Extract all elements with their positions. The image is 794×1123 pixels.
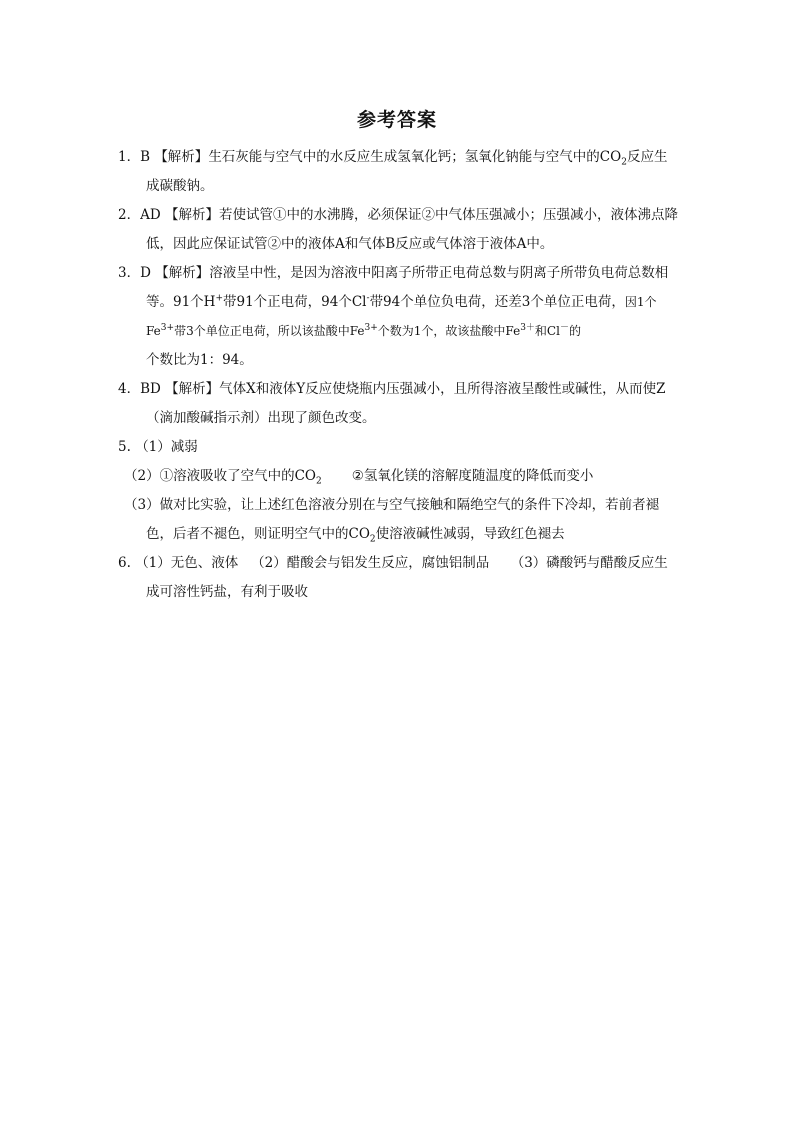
subscript: 2 xyxy=(369,534,376,545)
analysis-tag: 【解析】 xyxy=(155,265,210,281)
answer-text: 气体X和液体Y反应使烧瓶内压强减小，且所得溶液呈酸性或碱性，从而使Z（滴加酸碱指示剂）出现了颜色改变。 xyxy=(146,381,666,426)
analysis-tag: 【解析】 xyxy=(165,381,220,397)
answer-text: 的 xyxy=(568,324,581,338)
answer-text: 若使试管①中的水沸腾，必须保证②中气体压强减小；压强减小，液体沸点降低，因此应保证试管②中的液体A和气体B反应或气体溶于液体A中。 xyxy=(146,207,678,252)
page-title: 参考答案 xyxy=(356,109,437,131)
superscript: + xyxy=(215,293,223,304)
answer-label: 5. xyxy=(118,439,131,455)
answer-text: 使溶液碱性减弱，导致红色褪去 xyxy=(375,526,565,542)
answer-text: 个数比为1：94。 xyxy=(146,352,253,368)
answer-text-tail: 反应生成碳酸钠。 xyxy=(146,149,668,194)
subscript: 2 xyxy=(621,157,627,168)
answer-part-2 xyxy=(118,462,680,491)
answer-list xyxy=(118,143,680,607)
superscript: － xyxy=(559,323,569,333)
answer-text: （2）①溶液吸收了空气中的CO xyxy=(124,468,316,484)
answer-text: 个数为1个，故该盐酸中Fe xyxy=(377,324,521,338)
answer-text: （3）做对比实验，让上述红色溶液分别在与空气接触和隔绝空气的条件下冷却，若前者褪色，后者不褪色，则证明空气中的CO xyxy=(124,497,660,542)
answer-text: 带3个单位正电荷，所以该盐酸中Fe xyxy=(174,324,365,338)
answer-item-1 xyxy=(118,143,680,201)
answer-text: 因1个Fe xyxy=(146,295,657,338)
subscript: 2 xyxy=(316,476,322,487)
answer-item-5-line1 xyxy=(118,433,680,462)
answer-part-3 xyxy=(118,491,680,549)
superscript: 3+ xyxy=(364,323,378,333)
answer-text: 生石灰能与空气中的水反应生成氢氧化钙；氢氧化钠能与空气中的CO xyxy=(208,149,622,165)
answer-item-2 xyxy=(118,201,680,259)
answer-item-5 xyxy=(118,433,680,549)
answer-part-1: （1）无色、液体 xyxy=(135,555,239,571)
answer-text: 溶液呈中性，是因为溶液中阳离子所带正电荷总数与阴离子所带负电荷总数相等。91个H xyxy=(146,265,669,310)
superscript: - xyxy=(366,293,370,304)
answer-label: 1．B xyxy=(118,149,151,165)
superscript: 3+ xyxy=(160,323,175,333)
answer-item-3 xyxy=(118,259,680,375)
answer-item-4 xyxy=(118,375,680,433)
answer-text: 带94个单位负电荷，还差3个单位正电荷， xyxy=(369,294,625,310)
answer-label: 6. xyxy=(118,555,131,571)
answer-part-2: （2）醋酸会与铝发生反应，腐蚀铝制品 xyxy=(251,555,490,571)
answer-label: 3．D xyxy=(118,265,151,281)
answer-text: ②氢氧化镁的溶解度随温度的降低而变小 xyxy=(351,468,594,484)
answer-label: 4．BD xyxy=(118,381,161,397)
answer-label: 2．AD xyxy=(118,207,161,223)
answer-part-1: （1）减弱 xyxy=(135,439,198,455)
answer-text: 和Cl xyxy=(534,324,560,338)
analysis-tag: 【解析】 xyxy=(154,149,209,165)
superscript: 3＋ xyxy=(520,323,535,333)
answer-text: 带91个正电荷，94个Cl xyxy=(223,294,367,310)
answer-item-6 xyxy=(118,549,680,607)
analysis-tag: 【解析】 xyxy=(164,207,219,223)
answer-part-3: （3）磷酸钙与醋酸反应生成可溶性钙盐，有利于吸收 xyxy=(146,555,668,600)
